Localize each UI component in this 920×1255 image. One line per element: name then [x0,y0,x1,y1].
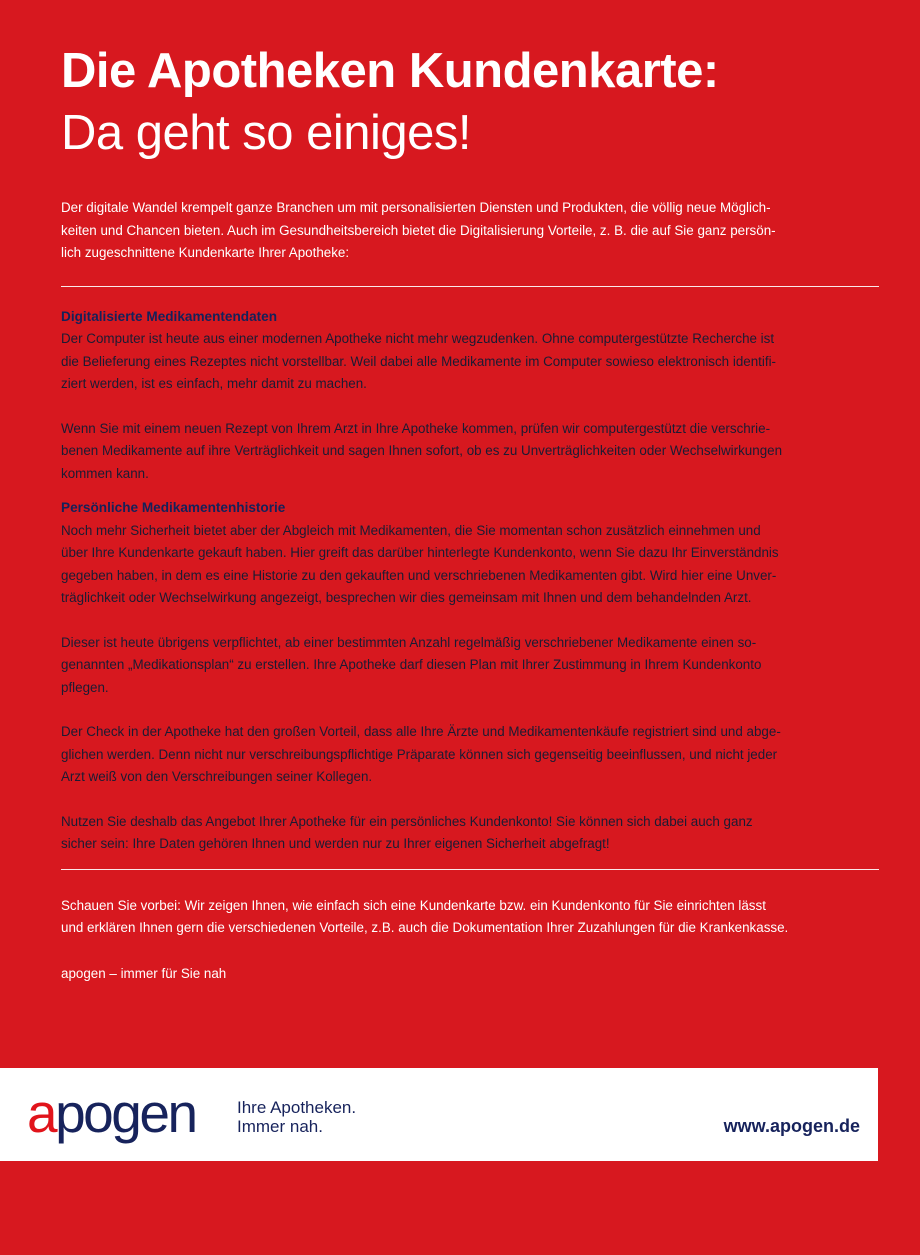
text-line: die Belieferung eines Rezeptes nicht vorstellbar. Weil dabei alle Medikamente im Computer sowieso elektronisch identifi- [61,353,777,369]
intro-paragraph [61,197,879,265]
logo-letter-a: a [27,1082,56,1144]
tagline-line: Immer nah. [237,1117,323,1136]
intro-line: lich zugeschnittene Kundenkarte Ihrer Apotheke: [61,245,350,260]
text-line: träglichkeit oder Wechselwirkung angezeigt, besprechen wir dies gemeinsam mit Ihnen und dem behandelnden Arzt. [61,590,752,605]
intro-line: Der digitale Wandel krempelt ganze Branchen um mit personalisierten Diensten und Produkten, die völlig neue Möglich- [61,200,771,215]
intro-line: keiten und Chancen bieten. Auch im Gesundheitsbereich bietet die Digitalisierung Vorteile, z. B. die auf Sie ganz persön- [61,222,776,238]
text-line: pflegen. [61,679,109,695]
text-line: genannten „Medikationsplan“ zu erstellen. Ihre Apotheke darf diesen Plan mit Ihrer Zustimmung in Ihrem Kundenkonto [61,657,762,672]
outro-line: und erklären Ihnen gern die verschiedenen Vorteile, z.B. auch die Dokumentation Ihrer Zuzahlungen für die Krankenkasse. [61,920,789,935]
text-line: Der Computer ist heute aus einer modernen Apotheke nicht mehr wegzudenken. Ohne computergestützte Recherche ist [61,331,775,346]
flyer-content [61,40,879,985]
footer-banner [0,1068,878,1161]
text-line: benen Medikamente auf ihre Verträglichkeit und sagen Ihnen sofort, ob es zu Unverträglichkeiten oder Wechselwirkungen [61,443,783,458]
paragraph [61,811,879,856]
outro-paragraph [61,895,879,940]
apogen-logo [27,1082,196,1144]
text-line: über Ihre Kundenkarte gekauft haben. Hier greift das darüber hinterlegte Kundenkonto, wenn Sie dazu Ihr Einverständnis [61,545,779,560]
divider-bottom [61,869,879,870]
outro-line: Schauen Sie vorbei: Wir zeigen Ihnen, wie einfach sich eine Kundenkarte bzw. ein Kundenkonto für Sie einrichten lässt [61,897,766,913]
text-line: kommen kann. [61,465,149,481]
text-line: ziert werden, ist es einfach, mehr damit zu machen. [61,376,367,391]
paragraph [61,520,879,610]
text-line: Arzt weiß von den Verschreibungen seiner Kollegen. [61,769,373,784]
text-line: glichen werden. Denn nicht nur verschreibungspflichtige Präparate können sich gegenseitig beeinflussen, und nicht jeder [61,746,778,762]
section-heading-medication-history: Persönliche Medikamentenhistorie [61,500,286,515]
headline-primary: Die Apotheken Kundenkarte: [61,44,719,98]
paragraph [61,632,879,700]
paragraph [61,418,879,486]
headline-secondary: Da geht so einiges! [61,106,471,160]
text-line: Dieser ist heute übrigens verpflichtet, ab einer bestimmten Anzahl regelmäßig verschriebener Medikamente einen so- [61,634,757,650]
text-line: Der Check in der Apotheke hat den großen Vorteil, dass alle Ihre Ärzte und Medikamentenkäufe registriert sind und abge- [61,724,781,739]
website-link[interactable]: www.apogen.de [723,1116,860,1136]
paragraph [61,721,879,789]
divider-top [61,286,879,287]
text-line: Nutzen Sie deshalb das Angebot Ihrer Apotheke für ein persönliches Kundenkonto! Sie können sich dabei auch ganz [61,813,753,829]
section-heading-medication-data: Digitalisierte Medikamentendaten [61,308,278,324]
slogan: apogen – immer für Sie nah [61,965,227,981]
text-line: gegeben haben, in dem es eine Historie zu den gekauften und verschriebenen Medikamenten gibt. Wird hier eine Unver- [61,567,777,583]
tagline-line: Ihre Apotheken. [237,1098,357,1117]
text-line: Wenn Sie mit einem neuen Rezept von Ihrem Arzt in Ihre Apotheke kommen, prüfen wir computergestützt die verschrie- [61,420,771,436]
logo-wordmark: pogen [55,1082,196,1144]
text-line: Noch mehr Sicherheit bietet aber der Abgleich mit Medikamenten, die Sie momentan schon zusätzlich einnehmen und [61,522,761,538]
text-line: sicher sein: Ihre Daten gehören Ihnen und werden nur zu Ihrer eigenen Sicherheit abgefragt! [61,836,610,851]
paragraph [61,328,879,396]
footer-tagline [237,1098,356,1136]
